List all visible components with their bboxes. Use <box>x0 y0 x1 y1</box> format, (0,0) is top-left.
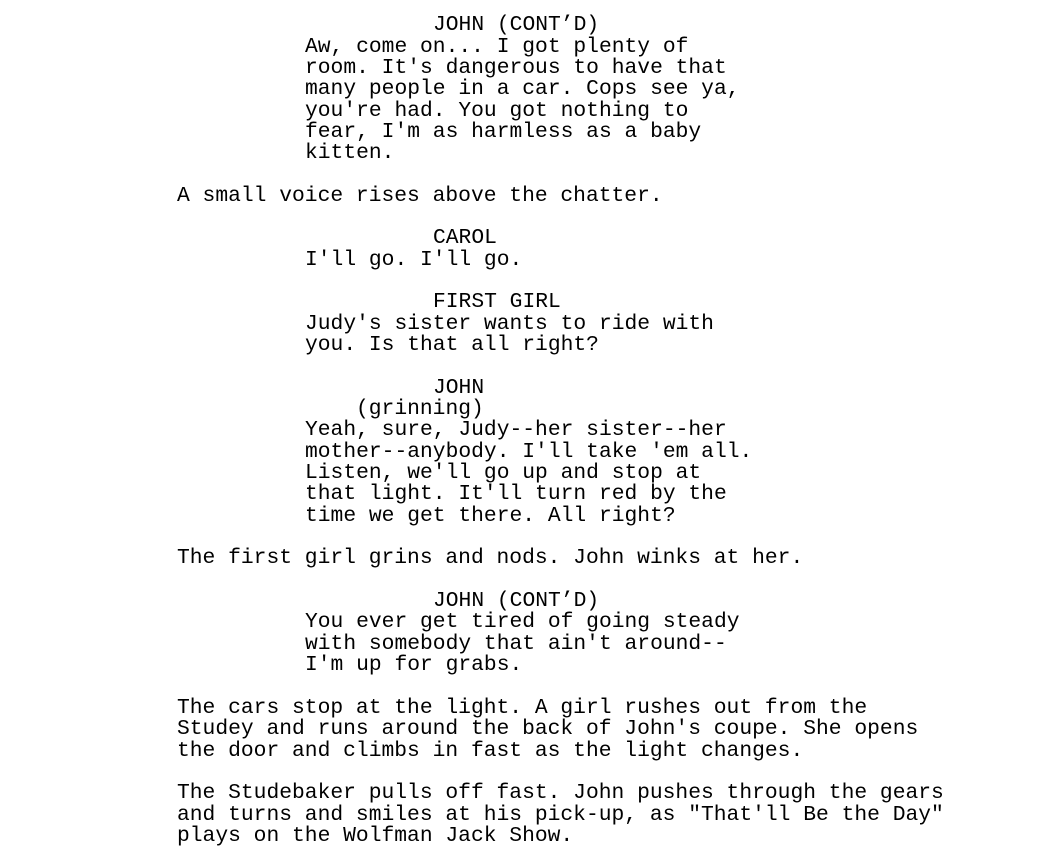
dialogue-line: mother--anybody. I'll take 'em all. <box>305 440 753 464</box>
character-name: FIRST GIRL <box>433 290 561 314</box>
dialogue-line: that light. It'll turn red by the <box>305 482 727 506</box>
dialogue-line: Yeah, sure, Judy--her sister--her <box>305 418 727 442</box>
action-line: The cars stop at the light. A girl rushes out from the <box>177 696 868 720</box>
dialogue-line: you're had. You got nothing to <box>305 99 689 123</box>
action-line: The Studebaker pulls off fast. John pushes through the gears <box>177 781 944 805</box>
action-line: Studey and runs around the back of John's coupe. She opens <box>177 717 919 741</box>
dialogue-line: room. It's dangerous to have that <box>305 56 727 80</box>
dialogue-line: I'm up for grabs. <box>305 653 523 677</box>
dialogue-line: Judy's sister wants to ride with <box>305 312 714 336</box>
parenthetical: (grinning) <box>356 397 484 421</box>
action-line: The first girl grins and nods. John winks at her. <box>177 546 804 570</box>
dialogue-line: fear, I'm as harmless as a baby <box>305 120 702 144</box>
character-name: JOHN <box>433 376 485 400</box>
dialogue-line: you. Is that all right? <box>305 333 599 357</box>
dialogue-line: many people in a car. Cops see ya, <box>305 77 740 101</box>
dialogue-line: kitten. <box>305 141 395 165</box>
dialogue-line: with somebody that ain't around-- <box>305 632 727 656</box>
character-name: CAROL <box>433 226 497 250</box>
action-line: and turns and smiles at his pick-up, as "That'll Be the Day" <box>177 803 944 827</box>
character-name: JOHN (CONT’D) <box>433 13 600 37</box>
character-name: JOHN (CONT’D) <box>433 589 600 613</box>
action-line: the door and climbs in fast as the light changes. <box>177 739 804 763</box>
dialogue-line: Listen, we'll go up and stop at <box>305 461 702 485</box>
dialogue-line: You ever get tired of going steady <box>305 610 740 634</box>
action-line: plays on the Wolfman Jack Show. <box>177 824 574 848</box>
action-line: A small voice rises above the chatter. <box>177 184 663 208</box>
dialogue-line: Aw, come on... I got plenty of <box>305 35 689 59</box>
dialogue-line: I'll go. I'll go. <box>305 248 523 272</box>
dialogue-line: time we get there. All right? <box>305 504 676 528</box>
